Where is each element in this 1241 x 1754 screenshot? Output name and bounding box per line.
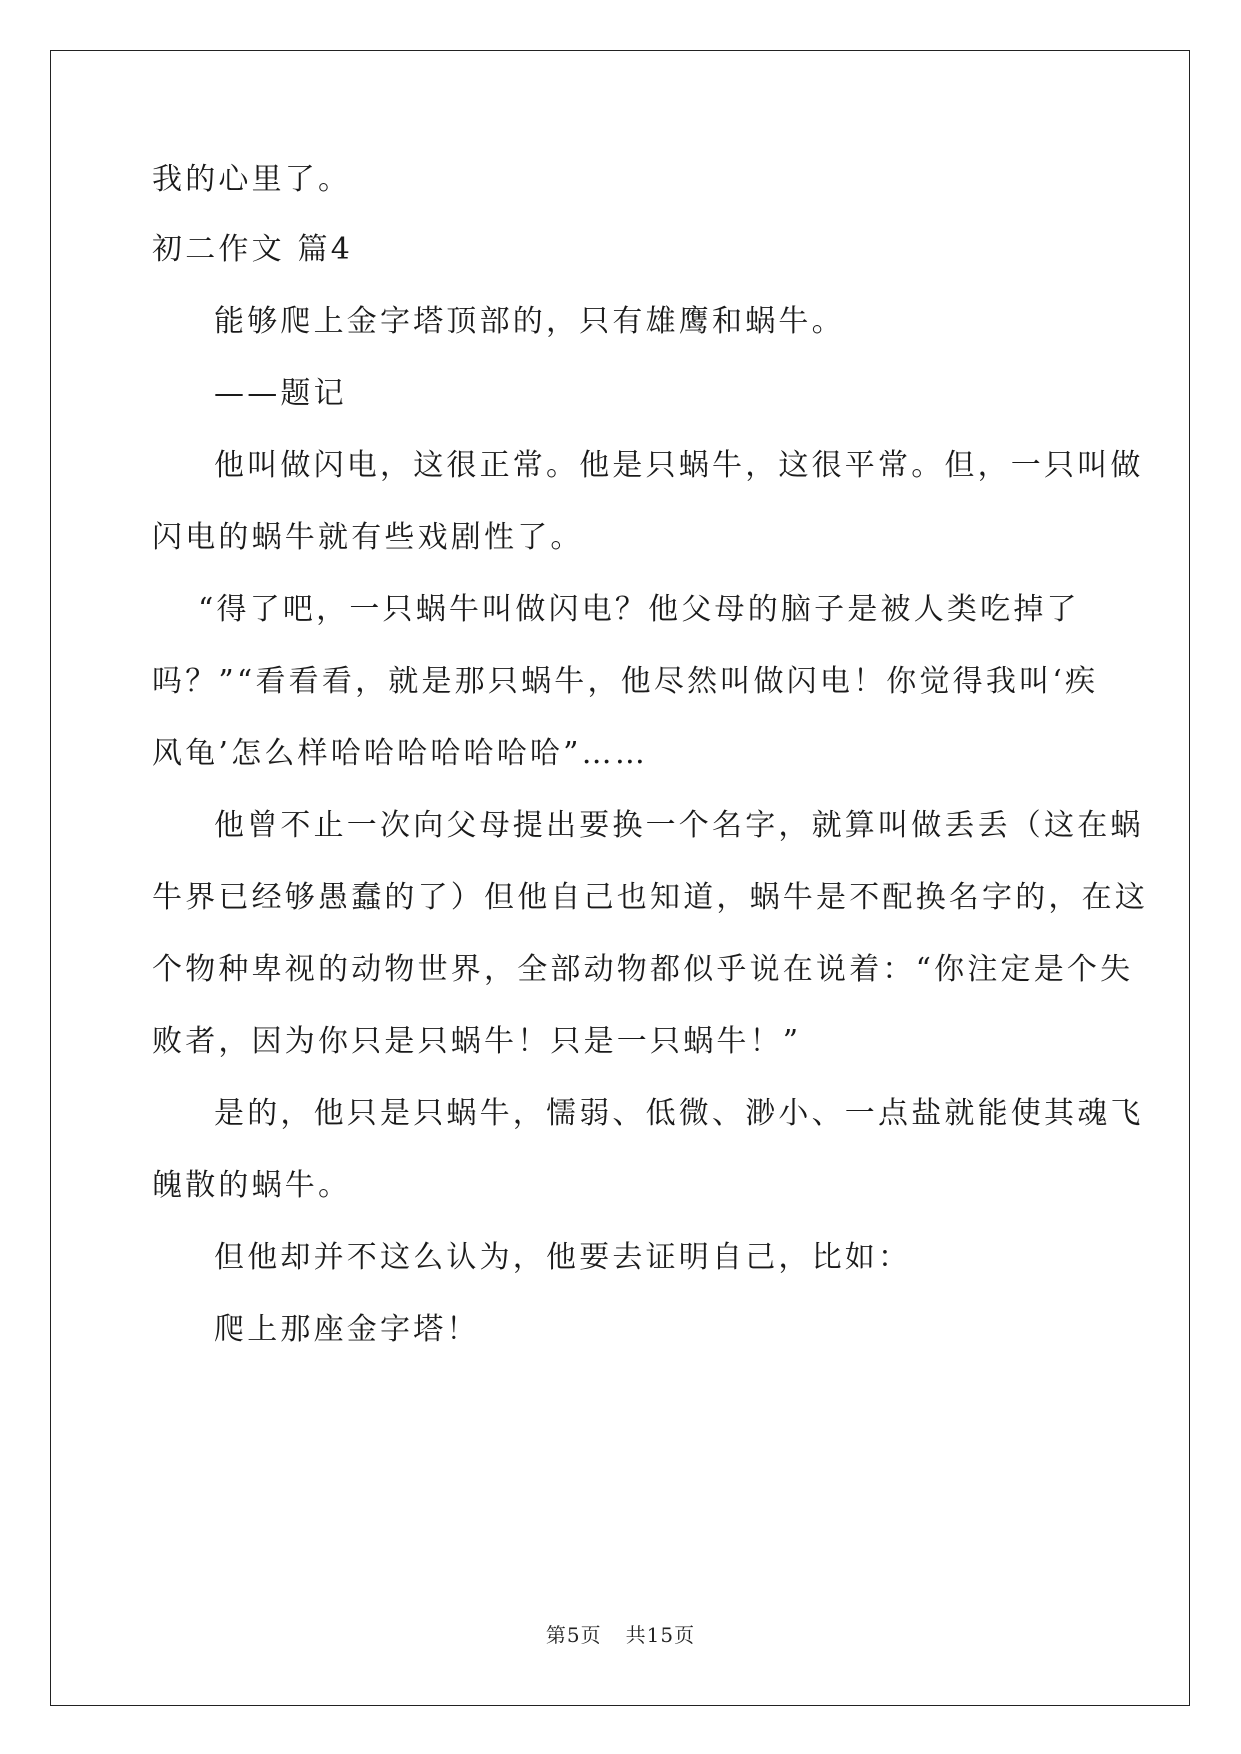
section-heading: 初二作文 篇4 <box>152 232 354 267</box>
text-line: 魄散的蜗牛。 <box>152 1168 352 1203</box>
text-line: 败者，因为你只是只蜗牛！只是一只蜗牛！” <box>152 1024 802 1059</box>
text-line: 闪电的蜗牛就有些戏剧性了。 <box>152 520 584 555</box>
page-footer <box>0 1622 1241 1648</box>
text-line: 吗？”“看看看，就是那只蜗牛，他尽然叫做闪电！你觉得我叫‘疾 <box>152 664 1099 699</box>
text-line: 个物种卑视的动物世界，全部动物都似乎说在说着：“你注定是个失 <box>152 952 1134 987</box>
epigraph-line: 能够爬上金字塔顶部的，只有雄鹰和蜗牛。 <box>214 304 845 339</box>
page-number: 第5页 <box>545 1623 602 1647</box>
text-line: 牛界已经够愚蠢的了）但他自己也知道，蜗牛是不配换名字的，在这 <box>152 880 1148 915</box>
text-line: 是的，他只是只蜗牛，懦弱、低微、渺小、一点盐就能使其魂飞 <box>214 1096 1144 1131</box>
text-line: 他叫做闪电，这很正常。他是只蜗牛，这很平常。但，一只叫做 <box>214 448 1144 483</box>
text-line: “得了吧，一只蜗牛叫做闪电？他父母的脑子是被人类吃掉了 <box>198 592 1080 627</box>
text-line: 他曾不止一次向父母提出要换一个名字，就算叫做丢丢（这在蜗 <box>214 808 1144 843</box>
epigraph-attribution: ——题记 <box>214 376 347 411</box>
page-total: 共15页 <box>625 1623 696 1647</box>
text-line: 但他却并不这么认为，他要去证明自己，比如： <box>214 1240 912 1275</box>
text-line: 风龟’怎么样哈哈哈哈哈哈哈”…… <box>152 736 649 771</box>
text-line: 爬上那座金字塔！ <box>214 1312 480 1347</box>
text-line: 我的心里了。 <box>152 162 352 197</box>
